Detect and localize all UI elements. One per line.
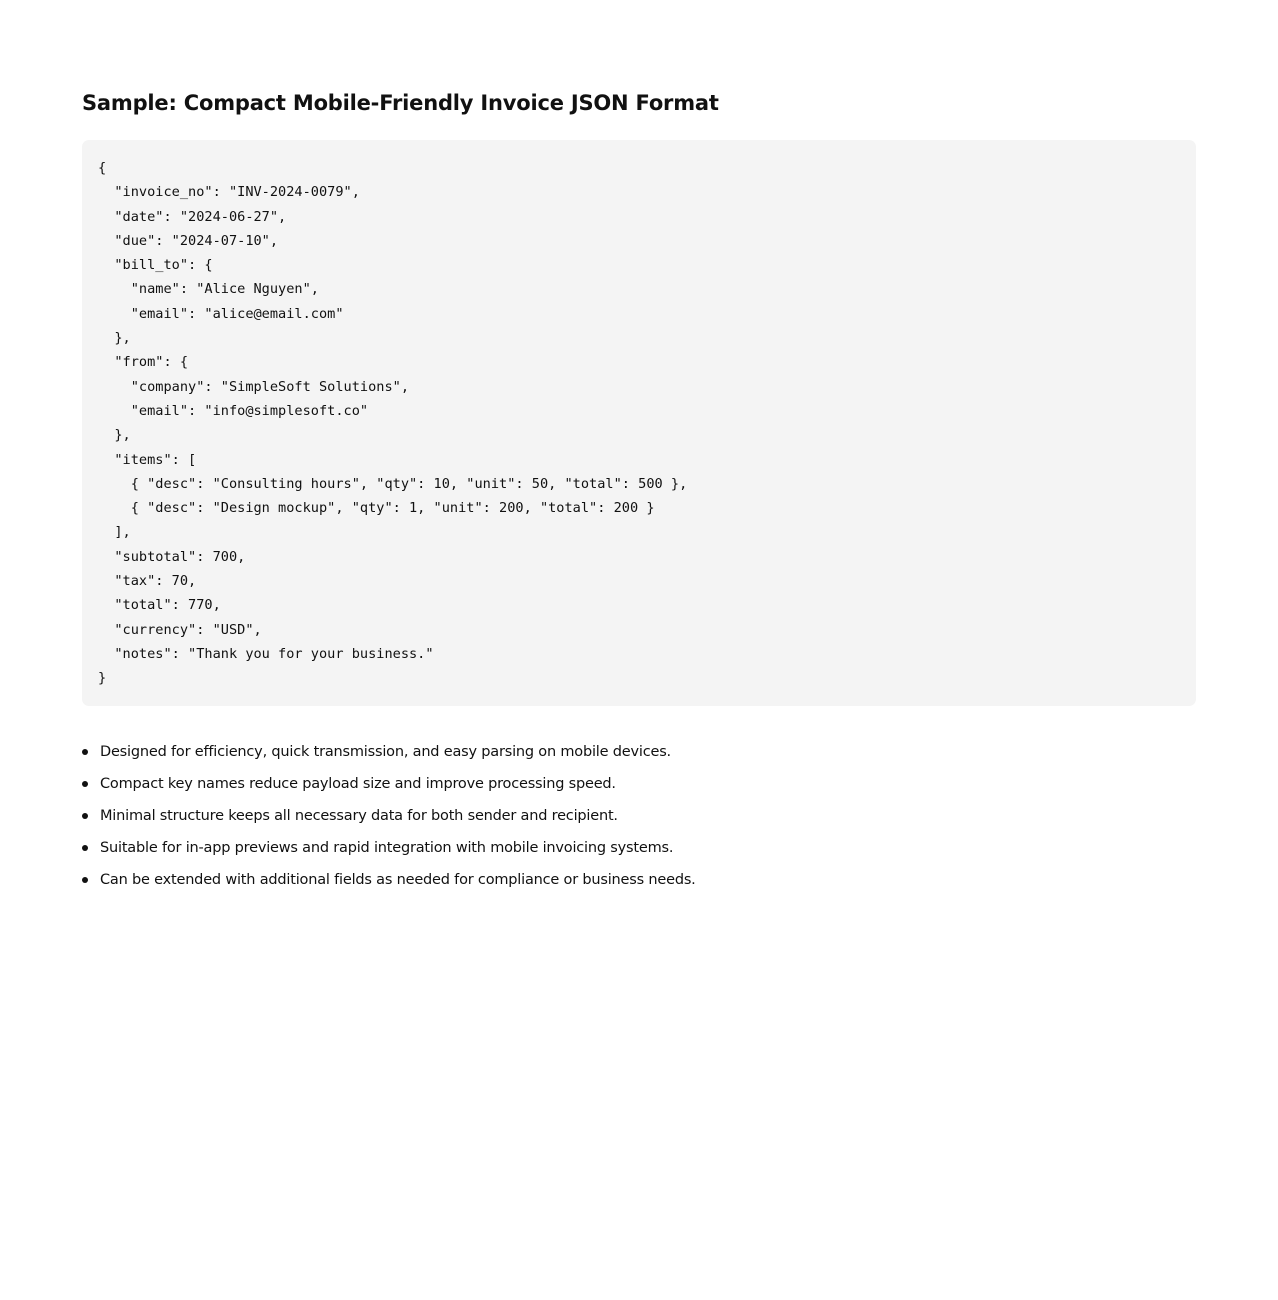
notes-list <box>82 736 1196 896</box>
list-item-text: Suitable for in-app previews and rapid integration with mobile invoicing systems. <box>100 840 674 856</box>
code-line: "email": "alice@email.com" <box>98 305 344 322</box>
code-line: "tax": 70, <box>98 573 197 590</box>
code-line: "due": "2024-07-10", <box>98 232 279 249</box>
code-line: "date": "2024-06-27", <box>98 208 287 225</box>
bullet-icon <box>82 845 88 851</box>
code-line: "name": "Alice Nguyen", <box>98 281 319 298</box>
bullet-icon <box>82 813 88 819</box>
code-line: "company": "SimpleSoft Solutions", <box>98 378 409 395</box>
list-item-text: Compact key names reduce payload size and improve processing speed. <box>100 776 616 792</box>
code-line: "from": { <box>98 354 189 371</box>
code-line: } <box>98 670 107 687</box>
page-title: Sample: Compact Mobile-Friendly Invoice JSON Format <box>82 91 719 115</box>
code-line: }, <box>98 330 131 347</box>
code-line: { "desc": "Design mockup", "qty": 1, "unit": 200, "total": 200 } <box>98 500 655 517</box>
code-line: { "desc": "Consulting hours", "qty": 10, "unit": 50, "total": 500 }, <box>98 475 688 492</box>
code-line: "subtotal": 700, <box>98 548 246 565</box>
bullet-icon <box>82 877 88 883</box>
code-line: { <box>98 160 107 176</box>
list-item <box>82 768 1196 800</box>
list-item-text: Can be extended with additional fields as needed for compliance or business needs. <box>100 872 696 888</box>
code-line: ], <box>98 524 131 541</box>
code-line: "notes": "Thank you for your business." <box>98 645 434 662</box>
code-line: "invoice_no": "INV-2024-0079", <box>98 184 360 201</box>
code-line: "bill_to": { <box>98 257 213 274</box>
list-item <box>82 832 1196 864</box>
bullet-icon <box>82 749 88 755</box>
list-item-text: Minimal structure keeps all necessary data for both sender and recipient. <box>100 808 618 824</box>
list-item <box>82 736 1196 768</box>
code-line: "items": [ <box>98 451 197 468</box>
code-line: }, <box>98 427 131 444</box>
code-line: "total": 770, <box>98 597 221 614</box>
code-line: "currency": "USD", <box>98 621 262 638</box>
list-item-text: Designed for efficiency, quick transmission, and easy parsing on mobile devices. <box>100 744 671 760</box>
code-line: "email": "info@simplesoft.co" <box>98 402 369 419</box>
list-item <box>82 864 1196 896</box>
list-item <box>82 800 1196 832</box>
bullet-icon <box>82 781 88 787</box>
code-block <box>82 140 1196 706</box>
